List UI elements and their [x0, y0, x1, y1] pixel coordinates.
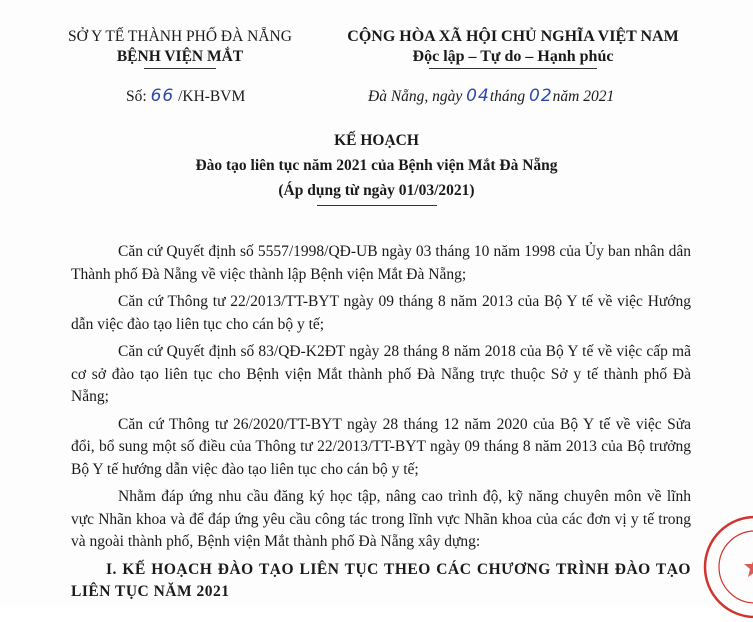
doc-number-prefix: Số: — [126, 88, 147, 105]
body-paragraph: Căn cứ Thông tư 22/2013/TT-BYT ngày 09 tháng 8 năm 2013 của Bộ Y tế về việc Hướng dẫn việc đào tạo liên tục cho cán bộ y tế; — [71, 293, 691, 333]
date-place: Đà Nẵng, ngày — [368, 88, 463, 105]
body-paragraph: Căn cứ Thông tư 26/2020/TT-BYT ngày 28 tháng 12 năm 2020 của Bộ Y tế về việc Sửa đổi, bổ sung một số điều của Thông tư 22/2013/TT-BYT ngày 09 tháng 8 năm 2013 của Bộ trưởng Bộ Y tế hướng dẫn việc đào tạo liên tục cho cán bộ y tế; — [71, 415, 691, 478]
document-body — [71, 241, 691, 609]
title-line-1: KẾ HOẠCH — [334, 132, 419, 149]
document-title — [0, 128, 753, 206]
date-line — [368, 86, 614, 106]
doc-number-handwritten: 66 — [150, 86, 175, 106]
doc-number-suffix: /KH-BVM — [178, 88, 246, 105]
title-line-3: (Áp dụng từ ngày 01/03/2021) — [278, 182, 475, 199]
nation-line-2: Độc lập – Tự do – Hạnh phúc — [412, 48, 614, 65]
national-motto-block — [328, 27, 698, 69]
official-seal — [700, 512, 753, 622]
title-line-2: Đào tạo liên tục năm 2021 của Bệnh viện Mắt Đà Nẵng — [195, 157, 558, 174]
date-month-handwritten: 02 — [529, 86, 553, 106]
body-paragraph: Nhằm đáp ứng nhu cầu đăng ký học tập, nâng cao trình độ, kỹ năng chuyên môn về lĩnh vực Nhãn khoa và để đáp ứng yêu cầu công tác trong lĩnh vực Nhãn khoa của các đơn vị y tế trong và ngoài thành phố, Bệnh viện Mắt thành phố Đà Nẵng xây dựng: — [71, 488, 691, 550]
title-underline — [317, 205, 437, 206]
seal-star — [744, 556, 753, 577]
agency-line-1: SỞ Y TẾ THÀNH PHỐ ĐÀ NẴNG — [68, 28, 292, 45]
date-day-handwritten: 04 — [466, 86, 490, 106]
nation-line-1: CỘNG HÒA XÃ HỘI CHỦ NGHĨA VIỆT NAM — [347, 28, 679, 45]
document-number — [126, 86, 245, 106]
agency-line-2: BỆNH VIỆN MẮT — [116, 48, 244, 65]
date-month-word: tháng — [489, 88, 526, 105]
date-year: năm 2021 — [552, 88, 615, 105]
agency-underline — [144, 68, 216, 69]
section-heading: I. KẾ HOẠCH ĐÀO TẠO LIÊN TỤC THEO CÁC CHƯƠNG TRÌNH ĐÀO TẠO LIÊN TỤC NĂM 2021 — [71, 560, 691, 600]
body-paragraph: Căn cứ Quyết định số 5557/1998/QĐ-UB ngày 03 tháng 10 năm 1998 của Ủy ban nhân dân Thành phố Đà Nẵng về việc thành lập Bệnh viện Mắt Đà Nẵng; — [71, 243, 691, 283]
body-paragraph: Căn cứ Quyết định số 83/QĐ-K2ĐT ngày 28 tháng 8 năm 2018 của Bộ Y tế về việc cấp mã cơ sở đào tạo liên tục cho Bệnh viện Mắt thành phố Đà Nẵng trực thuộc Sở y tế thành phố Đà Nẵng; — [71, 343, 691, 405]
issuing-agency-block — [30, 27, 330, 69]
motto-underline — [429, 68, 597, 69]
